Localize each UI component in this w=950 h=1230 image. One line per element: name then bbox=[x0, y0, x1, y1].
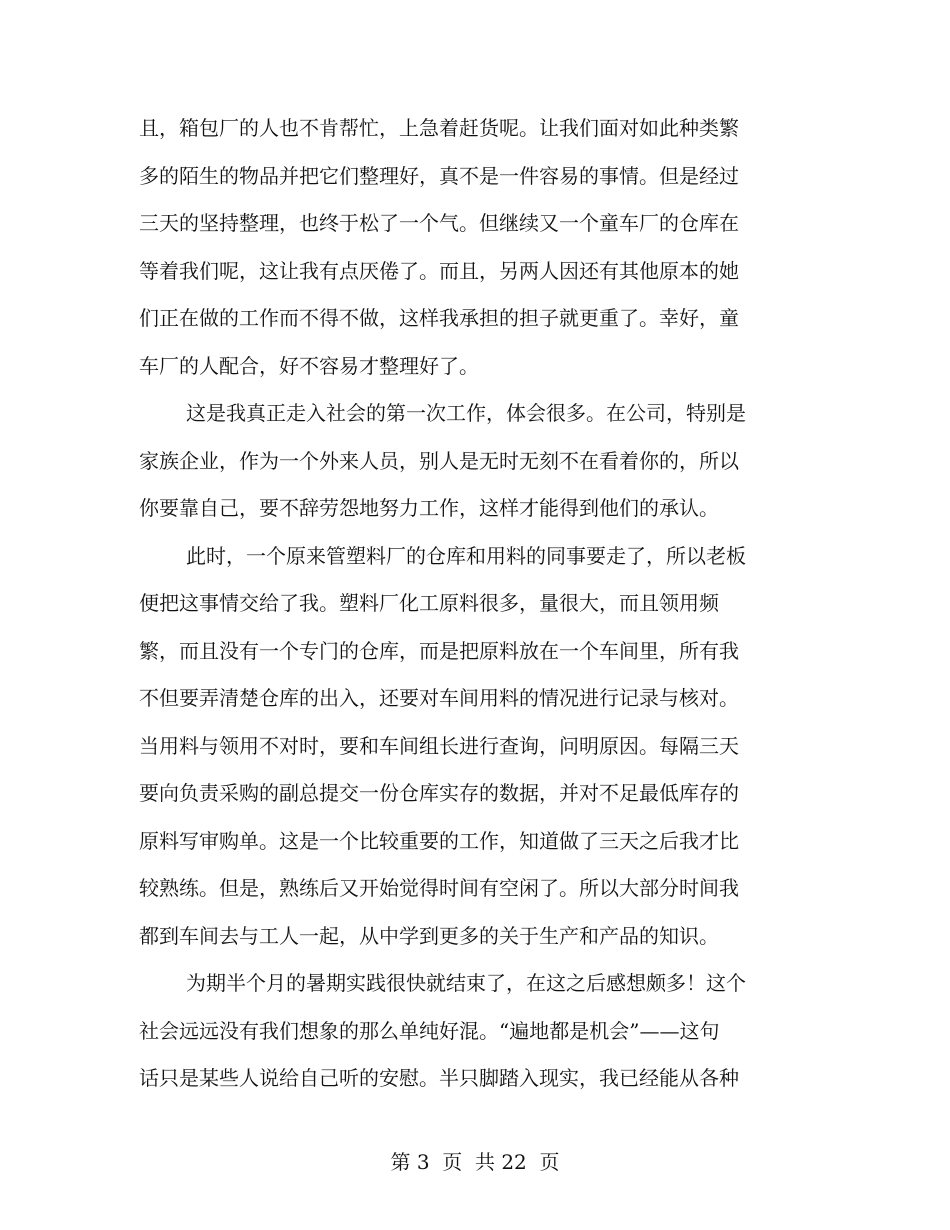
text-line: 你要靠自己，要不辞劳怨地努力工作，这样才能得到他们的承认。 bbox=[139, 496, 719, 520]
text-line: 便把这事情交给了我。塑料厂化工原料很多，量很大，而且领用频 bbox=[139, 591, 719, 615]
text-line: 家族企业，作为一个外来人员，别人是无时无刻不在看着你的，所以 bbox=[139, 448, 739, 473]
page-number-footer: 第 3 页 共 22 页 bbox=[390, 1150, 560, 1174]
text-line: 当用料与领用不对时，要和车间组长进行查询，问明原因。每隔三天 bbox=[139, 733, 739, 758]
text-line: 话只是某些人说给自己听的安慰。半只脚踏入现实，我已经能从各种 bbox=[139, 1066, 739, 1090]
text-line: 较熟练。但是，熟练后又开始觉得时间有空闲了。所以大部分时间我 bbox=[139, 876, 739, 900]
text-line: 都到车间去与工人一起，从中学到更多的关于生产和产品的知识。 bbox=[139, 923, 719, 948]
text-line: 车厂的人配合，好不容易才整理好了。 bbox=[139, 353, 479, 378]
text-line: 多的陌生的物品并把它们整理好，真不是一件容易的事情。但是经过 bbox=[139, 163, 739, 188]
text-line: 原料写审购单。这是一个比较重要的工作，知道做了三天之后我才比 bbox=[139, 828, 739, 853]
paragraph-first-line: 这是我真正走入社会的第一次工作，体会很多。在公司，特别是 bbox=[186, 401, 746, 425]
text-line: 要向负责采购的副总提交一份仓库实存的数据，并对不足最低库存的 bbox=[139, 781, 739, 805]
body-text bbox=[139, 105, 759, 1103]
text-line: 不但要弄清楚仓库的出入，还要对车间用料的情况进行记录与核对。 bbox=[139, 686, 739, 710]
text-line: 等着我们呢，这让我有点厌倦了。而且，另两人因还有其他原本的她 bbox=[139, 258, 739, 283]
paragraph-first-line: 为期半个月的暑期实践很快就结束了，在这之后感想颇多！这个 bbox=[186, 971, 746, 995]
text-line: 且，箱包厂的人也不肯帮忙，上急着赶货呢。让我们面对如此种类繁 bbox=[139, 116, 739, 140]
text-line: 繁，而且没有一个专门的仓库，而是把原料放在一个车间里，所有我 bbox=[139, 638, 739, 663]
text-line: 三天的坚持整理，也终于松了一个气。但继续又一个童车厂的仓库在 bbox=[139, 211, 739, 235]
paragraph-first-line: 此时，一个原来管塑料厂的仓库和用料的同事要走了，所以老板 bbox=[186, 543, 746, 568]
text-line: 社会远远没有我们想象的那么单纯好混。“遍地都是机会”——这句 bbox=[139, 1018, 720, 1043]
text-line: 们正在做的工作而不得不做，这样我承担的担子就更重了。幸好，童 bbox=[139, 306, 739, 330]
